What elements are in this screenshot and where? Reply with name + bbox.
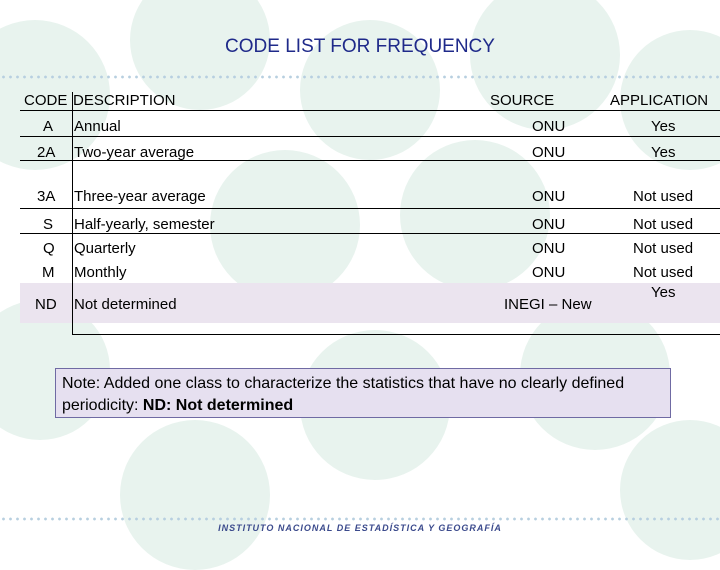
page-title: CODE LIST FOR FREQUENCY — [225, 36, 495, 57]
row-a-source: ONU — [532, 118, 566, 135]
row-s-code: S — [43, 216, 54, 233]
row-s-application: Not used — [633, 216, 694, 233]
header-description: DESCRIPTION — [73, 92, 176, 109]
row-rule — [20, 208, 720, 209]
row-2a-description: Two-year average — [74, 144, 195, 161]
row-rule — [20, 233, 720, 234]
row-3a-application: Not used — [633, 188, 694, 205]
row-2a-application: Yes — [651, 144, 676, 161]
row-a-code: A — [43, 118, 54, 135]
row-q-application: Not used — [633, 240, 694, 257]
row-rule — [20, 136, 720, 137]
table-bottom-rule — [72, 334, 720, 335]
header-source: SOURCE — [490, 92, 555, 109]
header-rule — [20, 110, 720, 111]
column-divider — [72, 92, 73, 334]
row-m-description: Monthly — [74, 264, 127, 281]
row-nd-application: Yes — [651, 284, 676, 301]
row-m-source: ONU — [532, 264, 566, 281]
row-s-source: ONU — [532, 216, 566, 233]
row-2a-source: ONU — [532, 144, 566, 161]
row-a-description: Annual — [74, 118, 121, 135]
row-m-code: M — [42, 264, 55, 281]
row-q-code: Q — [43, 240, 55, 257]
row-2a-code: 2A — [37, 144, 56, 161]
row-3a-description: Three-year average — [74, 188, 206, 205]
row-nd-source: INEGI – New — [504, 296, 592, 313]
note-text: Note: Added one class to characterize the statistics that have no clearly defined periodicity: — [62, 375, 625, 414]
note-box — [55, 368, 671, 418]
row-m-application: Not used — [633, 264, 694, 281]
row-3a-source: ONU — [532, 188, 566, 205]
row-3a-code: 3A — [37, 188, 56, 205]
institution-footer: INSTITUTO NACIONAL DE ESTADÍSTICA Y GEOGRAFÍA — [218, 523, 502, 533]
row-q-description: Quarterly — [74, 240, 136, 257]
row-a-application: Yes — [651, 118, 676, 135]
row-q-source: ONU — [532, 240, 566, 257]
note-bold-text: ND: Not determined — [142, 397, 294, 414]
row-nd-description: Not determined — [74, 296, 177, 313]
row-nd-code: ND — [35, 296, 57, 313]
header-application: APPLICATION — [610, 92, 709, 109]
row-s-description: Half-yearly, semester — [74, 216, 215, 233]
header-code: CODE — [24, 92, 68, 109]
